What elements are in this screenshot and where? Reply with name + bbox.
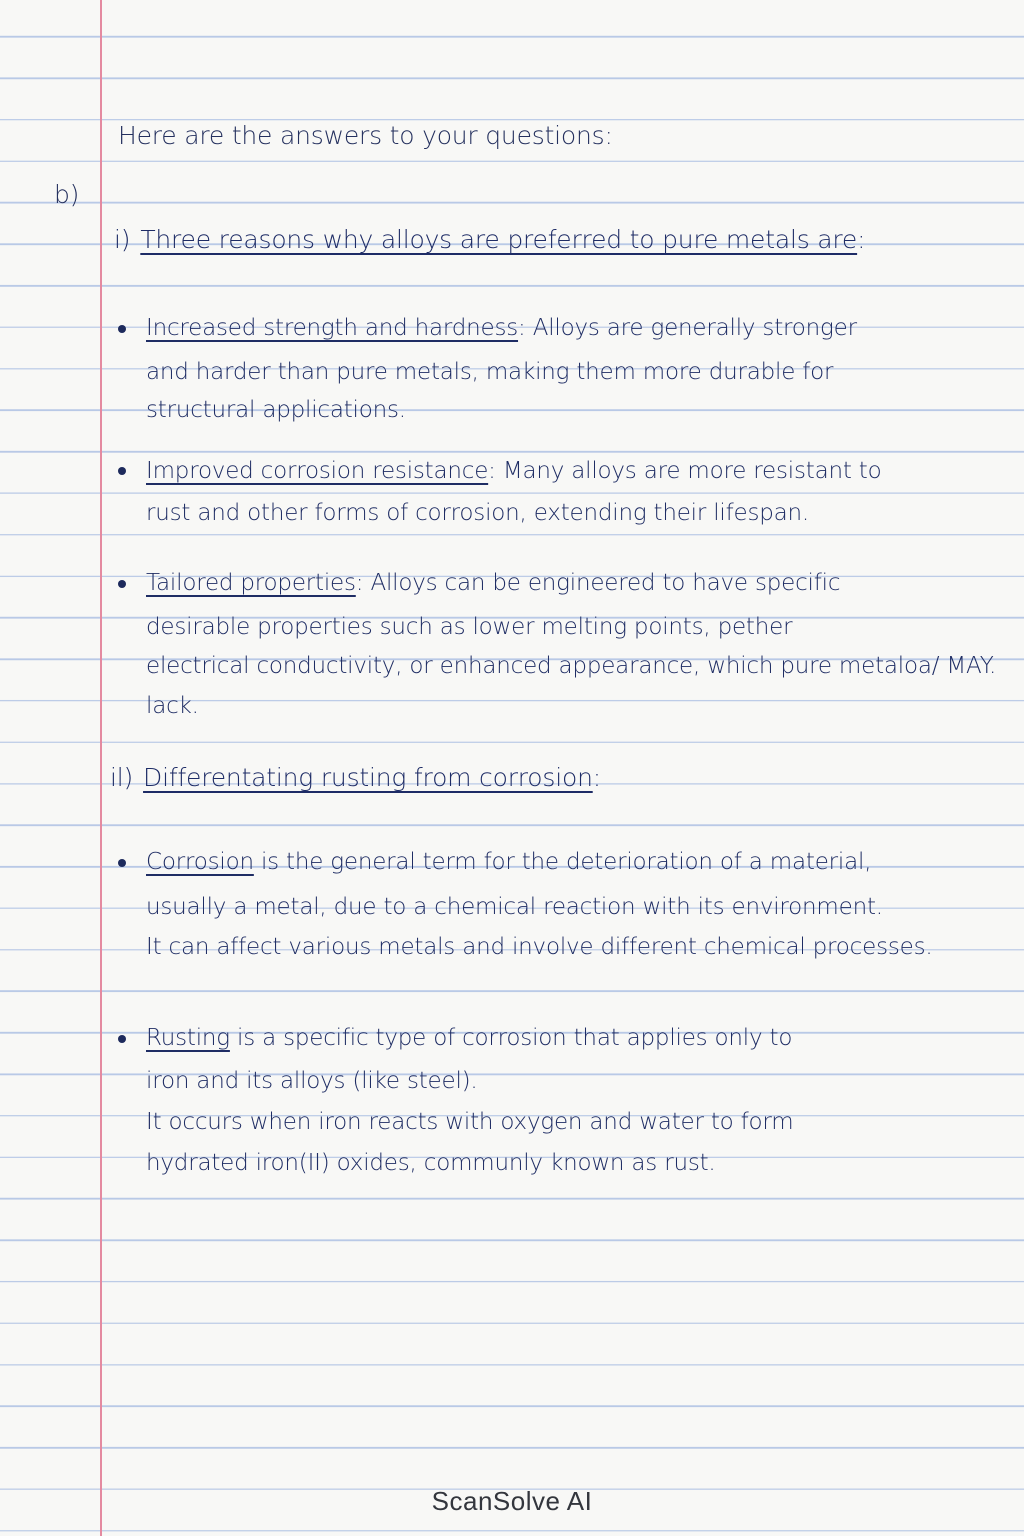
bullet-first-line — [146, 317, 857, 340]
bullet-line: rust and other forms of corrosion, extending their lifespan. — [146, 500, 810, 526]
bullet-icon — [118, 1035, 126, 1043]
section-title: Differentating rusting from corrosion — [143, 763, 593, 792]
bullet-line: electrical conductivity, or enhanced appearance, which pure metaloa/ MAY. — [146, 653, 997, 679]
bullet-line: and harder than pure metals, making them more durable for — [146, 359, 834, 385]
bullet-term: Improved corrosion resistance — [146, 458, 489, 484]
footer-watermark: ScanSolve AI — [431, 1486, 593, 1516]
bullet-line: is the general term for the deterioration of a material, — [253, 849, 872, 875]
section-title-suffix: : — [592, 763, 601, 792]
bullet-icon — [118, 580, 126, 588]
bullet-line: desirable properties such as lower melting points, pether — [146, 614, 793, 640]
bullet-term: Corrosion — [146, 849, 254, 875]
bullet-line: : Alloys can be engineered to have specific — [355, 570, 841, 596]
bullet-line: is a specific type of corrosion that applies only to — [229, 1025, 793, 1051]
bullet-line: structural applications. — [146, 397, 406, 423]
margin-line — [100, 0, 102, 1536]
bullet-term: Increased strength and hardness — [146, 315, 519, 341]
bullet-line: : Many alloys are more resistant to — [488, 458, 882, 484]
bullet-term: Rusting — [146, 1025, 230, 1051]
section-title: Three reasons why alloys are preferred to pure metals are — [140, 225, 858, 254]
bullet-icon — [118, 467, 126, 475]
section-number: i) — [114, 225, 131, 254]
section-heading-1 — [114, 227, 865, 252]
bullet-line: iron and its alloys (like steel). — [146, 1068, 478, 1094]
bullet-first-line — [146, 1027, 792, 1050]
bullet-line: lack. — [146, 693, 199, 719]
bullet-first-line — [146, 460, 881, 483]
bullet-icon — [118, 859, 126, 867]
bullet-first-line — [146, 572, 840, 595]
part-label: b) — [54, 180, 80, 209]
section-title-suffix: : — [857, 225, 866, 254]
intro-text: Here are the answers to your questions: — [118, 121, 613, 150]
bullet-first-line — [146, 851, 871, 874]
bullet-line: It can affect various metals and involve different chemical processes. — [146, 934, 933, 960]
bullet-line: hydrated iron(II) oxides, communly known as rust. — [146, 1150, 716, 1176]
bullet-line: : Alloys are generally stronger — [518, 315, 857, 341]
bullet-term: Tailored properties — [146, 570, 356, 596]
bullet-line: It occurs when iron reacts with oxygen and water to form — [146, 1109, 794, 1135]
bullet-line: usually a metal, due to a chemical reaction with its environment. — [146, 894, 883, 920]
section-heading-2 — [110, 765, 601, 790]
section-number: il) — [110, 763, 134, 792]
bullet-icon — [118, 325, 126, 333]
